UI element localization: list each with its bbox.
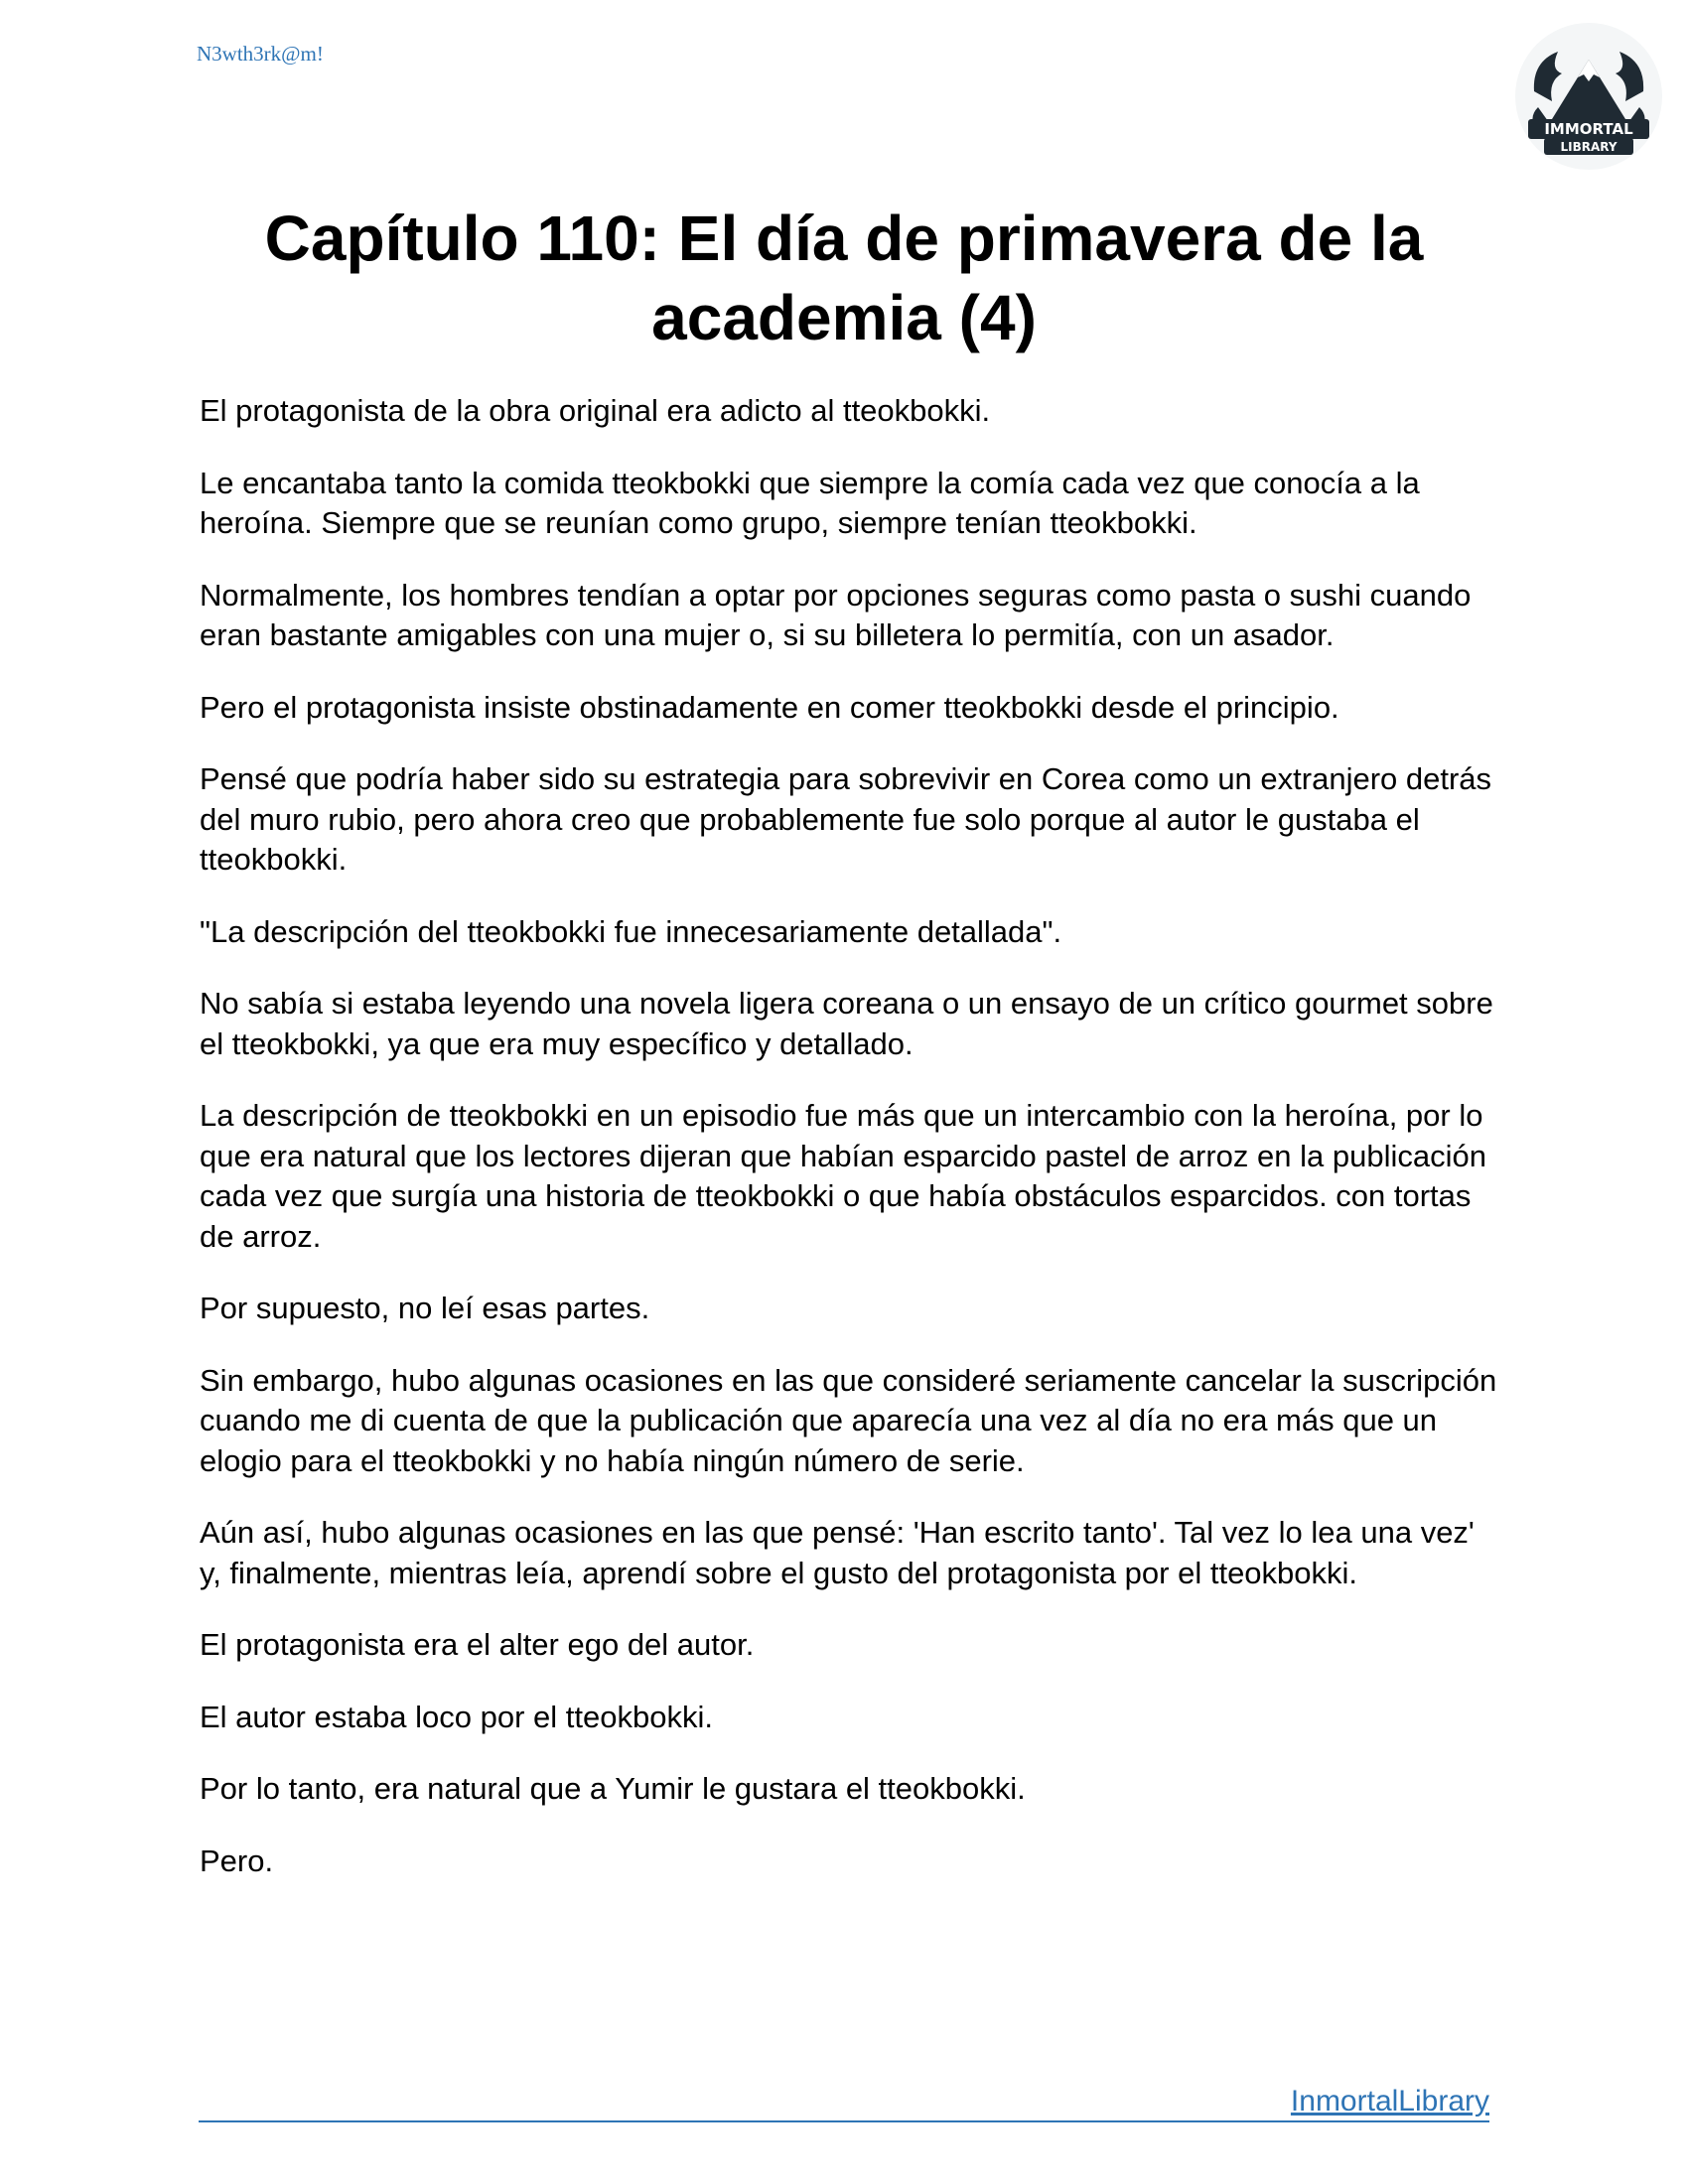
logo-text-bottom: LIBRARY bbox=[1560, 140, 1618, 154]
paragraph: Por supuesto, no leí esas partes. bbox=[200, 1291, 650, 1325]
paragraph: El autor estaba loco por el tteokbokki. bbox=[200, 1699, 713, 1734]
footer bbox=[199, 2079, 1489, 2122]
paragraph: Pensé que podría haber sido su estrategia para sobrevivir en Corea como un extranjero detrás del muro rubio, pero ahora creo que probablemente fue solo porque al autor le gustaba el tteokbokki. bbox=[200, 761, 1492, 877]
paragraph: Pero. bbox=[200, 1843, 274, 1878]
paragraph: "La descripción del tteokbokki fue innecesariamente detallada". bbox=[200, 913, 1062, 949]
paragraph: Pero el protagonista insiste obstinadamente en comer tteokbokki desde el principio. bbox=[200, 689, 1339, 725]
paragraph: El protagonista era el alter ego del autor. bbox=[200, 1627, 755, 1662]
paragraph: Normalmente, los hombres tendían a optar por opciones seguras como pasta o sushi cuando eran bastante amigables con una mujer o, si su billetera lo permitía, con un asador. bbox=[200, 577, 1472, 652]
paragraph: El protagonista de la obra original era adicto al tteokbokki. bbox=[200, 393, 991, 428]
paragraph: Por lo tanto, era natural que a Yumir le gustara el tteokbokki. bbox=[200, 1771, 1026, 1806]
paragraph: La descripción de tteokbokki en un episodio fue más que un intercambio con la heroína, por lo que era natural que los lectores dijeran que habían esparcido pastel de arroz en la publicación cada vez que surgía una historia de tteokbokki o que había obstáculos esparcidos. con tortas de arroz. bbox=[200, 1098, 1486, 1254]
chapter-body bbox=[200, 391, 1500, 1913]
paragraph: Le encantaba tanto la comida tteokbokki que siempre la comía cada vez que conocía a la heroína. Siempre que se reunían como grupo, siempre tenían tteokbokki. bbox=[200, 465, 1420, 540]
logo-text-top: IMMORTAL bbox=[1544, 120, 1633, 138]
paragraph: Sin embargo, hubo algunas ocasiones en las que consideré seriamente cancelar la suscripción cuando me di cuenta de que la publicación que aparecía una vez al día no era más que un elogio para el tteokbokki y no había ningún número de serie. bbox=[200, 1362, 1497, 1478]
paragraph: Aún así, hubo algunas ocasiones en las que pensé: 'Han escrito tanto'. Tal vez lo lea una vez' y, finalmente, mientras leía, aprendí sobre el gusto del protagonista por el tteokbokki. bbox=[200, 1515, 1475, 1590]
chapter-title-line1: Capítulo 110: El día de primavera de la bbox=[264, 203, 1424, 274]
footer-link[interactable]: InmortalLibrary bbox=[1290, 2085, 1489, 2117]
chapter-title-line2: academia (4) bbox=[651, 282, 1037, 353]
paragraph: No sabía si estaba leyendo una novela ligera coreana o un ensayo de un crítico gourmet sobre el tteokbokki, ya que era muy específico y detallado. bbox=[200, 986, 1493, 1061]
watermark-text: N3wth3rk@m! bbox=[197, 42, 324, 66]
immortal-library-logo bbox=[1514, 22, 1663, 171]
chapter-title bbox=[149, 199, 1539, 357]
